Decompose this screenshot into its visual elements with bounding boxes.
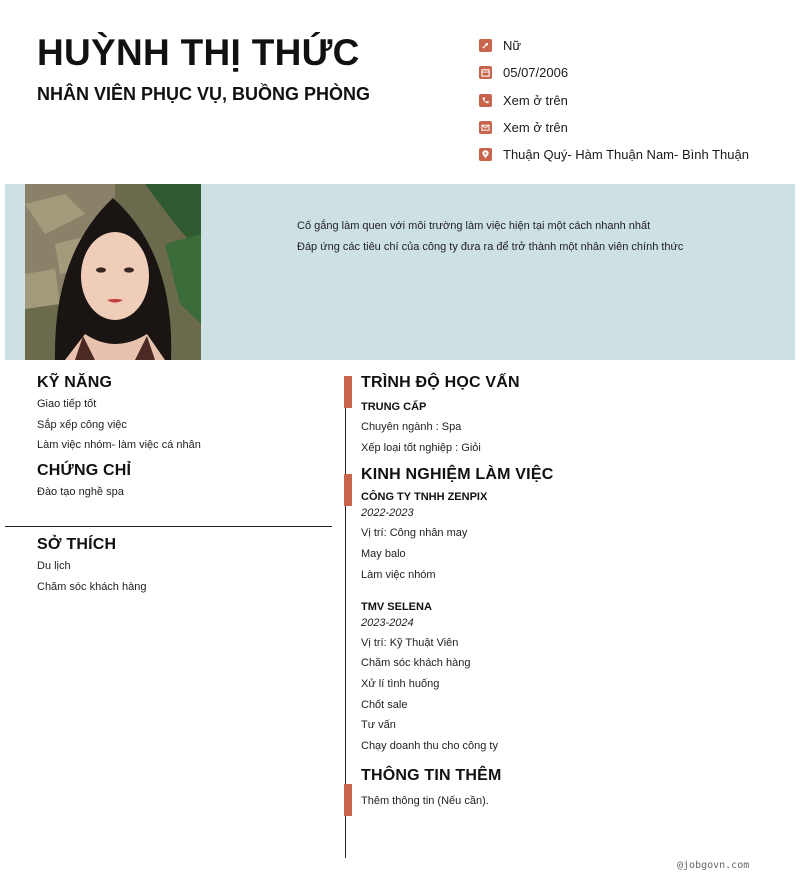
- experience-title: KINH NGHIỆM LÀM VIỆC: [361, 466, 554, 484]
- job-entry: [361, 490, 781, 585]
- calendar-icon: [479, 66, 492, 79]
- job-company: TMV SELENA: [361, 600, 432, 613]
- job-detail: May balo: [361, 548, 406, 561]
- job-detail: Xử lí tình huống: [361, 677, 440, 690]
- job-detail: Vị trí: Kỹ Thuật Viên: [361, 636, 459, 649]
- job-period: 2023-2024: [361, 616, 414, 629]
- education-title: TRÌNH ĐỘ HỌC VẤN: [361, 374, 520, 391]
- skills-title: KỸ NĂNG: [37, 374, 113, 391]
- hobby-item: Chăm sóc khách hàng: [37, 580, 147, 593]
- hobby-item: Du lịch: [37, 560, 71, 572]
- objective-band: [5, 184, 795, 360]
- gender-icon: [479, 39, 492, 52]
- certificate-item: Đào tạo nghề spa: [37, 486, 124, 499]
- job-detail: Vị trí: Công nhân may: [361, 527, 468, 540]
- job-detail: Chăm sóc khách hàng: [361, 657, 471, 670]
- contact-phone: [479, 87, 789, 114]
- contact-birthday-text: 05/07/2006: [503, 65, 569, 81]
- contact-list: [479, 32, 789, 168]
- section-marker: [344, 474, 352, 506]
- contact-birthday: [479, 59, 789, 86]
- left-column: [37, 374, 317, 503]
- contact-email: [479, 114, 789, 141]
- email-icon: [479, 121, 492, 134]
- contact-gender-text: Nữ: [503, 38, 522, 54]
- extra-info-title: THÔNG TIN THÊM: [361, 766, 502, 784]
- education-level: TRUNG CẤP: [361, 401, 427, 413]
- skill-item: Sắp xếp công việc: [37, 418, 127, 431]
- objective-line: Cố gắng làm quen với môi trường làm việc hiện tại một cách nhanh nhất: [297, 220, 651, 232]
- skill-item: Làm việc nhóm- làm việc cá nhân: [37, 439, 201, 452]
- contact-email-text[interactable]: Xem ở trên: [503, 120, 568, 136]
- job-position: NHÂN VIÊN PHỤC VỤ, BUỒNG PHÒNG: [37, 84, 371, 104]
- job-entry: [361, 600, 781, 757]
- objective-line: Đáp ứng các tiêu chí của công ty đưa ra để trở thành một nhân viên chính thức: [297, 241, 684, 253]
- job-company: CÔNG TY TNHH ZENPIX: [361, 491, 488, 504]
- contact-address-text: Thuận Quý- Hàm Thuận Nam- Bình Thuận: [503, 147, 749, 163]
- contact-address: [479, 141, 789, 168]
- job-detail: Chốt sale: [361, 698, 408, 711]
- certificates-title: CHỨNG CHỈ: [37, 462, 132, 480]
- job-period: 2022-2023: [361, 507, 414, 520]
- education-item: Chuyên ngành : Spa: [361, 421, 462, 433]
- section-marker: [344, 784, 352, 816]
- section-marker: [344, 376, 352, 408]
- contact-phone-text[interactable]: Xem ở trên: [503, 92, 568, 108]
- phone-icon: [479, 94, 492, 107]
- hobbies-section: [37, 536, 317, 597]
- extra-info-text: Thêm thông tin (Nếu cần).: [361, 794, 489, 807]
- candidate-name: HUỲNH THỊ THỨC: [37, 32, 360, 73]
- profile-photo: [25, 184, 201, 360]
- skill-item: Giao tiếp tốt: [37, 398, 97, 410]
- right-column: [361, 374, 781, 811]
- watermark: @jobgovn.com: [677, 860, 750, 871]
- section-divider: [5, 526, 332, 527]
- contact-gender: [479, 32, 789, 59]
- job-detail: Tư vấn: [361, 719, 396, 732]
- job-detail: Làm việc nhóm: [361, 568, 436, 581]
- career-objective: [297, 216, 777, 258]
- job-detail: Chạy doanh thu cho công ty: [361, 740, 498, 753]
- location-icon: [479, 148, 492, 161]
- education-item: Xếp loại tốt nghiệp : Giỏi: [361, 441, 481, 454]
- hobbies-title: SỞ THÍCH: [37, 536, 117, 553]
